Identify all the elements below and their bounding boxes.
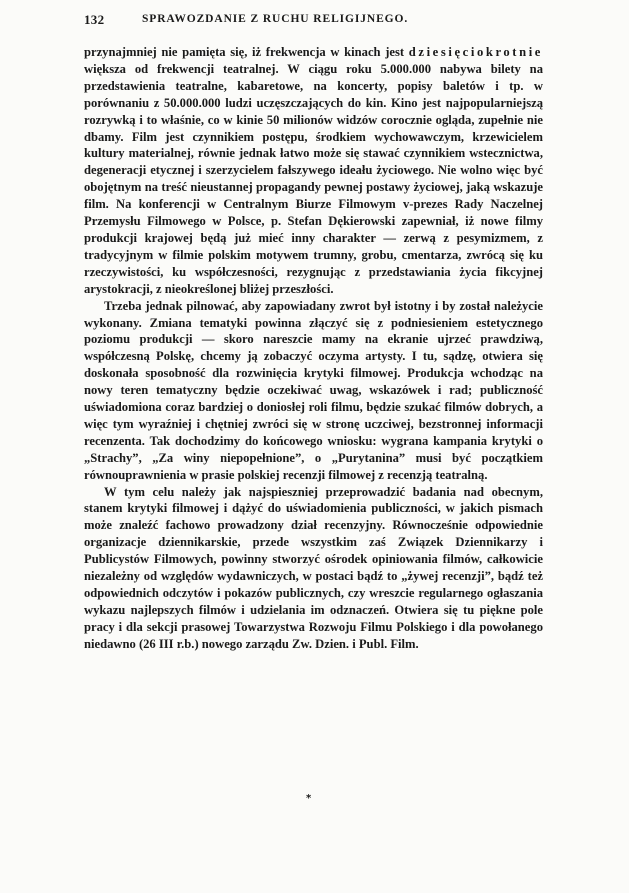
emphasized-word: dziesięciokrotnie (408, 45, 543, 59)
paragraph-1 (84, 44, 543, 298)
article-body (84, 44, 543, 653)
page-header (84, 12, 554, 32)
paragraph-1-rest: większa od frekwencji teatralnej. W ciągu roku 5.000.000 nabywa bilety na przedstawienia teatralne, kabaretowe, na koncerty, popisy baletów i tp. w porównaniu z 50.000.000 ludzi uczęszczających do kin. Kino jest najpopularniejszą rozrywką i to właśnie, co w kinie 50 milionów widzów corocznie ogląda, zupełnie nie dbamy. Film jest czynnikiem postępu, środkiem wychowawczym, krzewicielem kultury materialnej, równie jednak łatwo może się stawać czynnikiem wstecznictwa, degeneracji etycznej i szerzycielem fałszywego ideału życiowego. Nie wolno więc być obojętnym na treść nieustannej propagandy pewnej postawy życiowej, jaką wskazuje film. Na konferencji w Centralnym Biurze Filmowym v-prezes Rady Naczelnej Przemysłu Filmowego w Polsce, p. Stefan Dękierowski zapewniał, iż nowe filmy produkcji krajowej będą już mieć inny charakter — zerwą z pesymizmem, z tradycyjnym w filmie polskim motywem trumny, grobu, cmentarza, zwrócą się ku rzeczywistości, ku współczesności, rezygnując z przedstawiania życia fikcyjnej arystokracji, z nieokreślonej bliżej przeszłości. (84, 61, 543, 296)
end-asterisk: * (306, 793, 312, 804)
page-number: 132 (84, 12, 105, 27)
running-title: SPRAWOZDANIE Z RUCHU RELIGIJNEGO. (142, 13, 409, 25)
paragraph-3: W tym celu należy jak najspieszniej przeprowadzić badania nad obecnym, stanem krytyki filmowej i dążyć do uświadomienia publiczności, w jakich pismach może znaleźć fachowo prowadzony dział recenzyjny. Równocześnie odpowiednie organizacje dziennikarskie, przede wszystkim zaś Związek Dziennikarzy i Publicystów Filmowych, powinny stworzyć ośrodek opiniowania filmów, całkowicie niezależny od względów wydawniczych, w postaci bądź to „żywej recenzji”, bądź też odpowiednich odczytów i pokazów publicznych, czy wreszcie regularnego ogłaszania wykazu najlepszych filmów i udzielania im odznaczeń. Otwiera się tu piękne pole pracy i dla sekcji prasowej Towarzystwa Rozwoju Filmu Polskiego i dla powołanego niedawno (26 III r.b.) nowego zarządu Zw. Dzien. i Publ. Film. (84, 484, 543, 651)
paragraph-2: Trzeba jednak pilnować, aby zapowiadany zwrot był istotny i by został należycie wykonany. Zmiana tematyki powinna złączyć się z podniesieniem estetycznego poziomu produkcji — skoro nareszcie mamy na ekranie ujrzeć prawdziwą, współczesną Polskę, chcemy ją zobaczyć oczyma artysty. I tu, sądzę, otwiera się doskonała sposobność dla rozwinięcia krytyki filmowej. Produkcja wchodząc na nowy teren tematyczny będzie oczekiwać uwag, wskazówek i rad; publiczność uświadomiona coraz bardziej o doniosłej roli filmu, będzie szukać filmów dobrych, a więc tym wyraźniej i chętniej zwróci się w stronę uczciwej, bezstronnej informacji recenzenta. Tak dochodzimy do końcowego wniosku: wygrana kampania krytyki o „Strachy”, „Za winy niepopełnione”, o „Purytanina” musi być początkiem równouprawnienia w prasie polskiej recenzji filmowej z recenzją teatralną. (84, 298, 543, 482)
paragraph-1-start: przynajmniej nie pamięta się, iż frekwencja w kinach jest (84, 45, 409, 59)
